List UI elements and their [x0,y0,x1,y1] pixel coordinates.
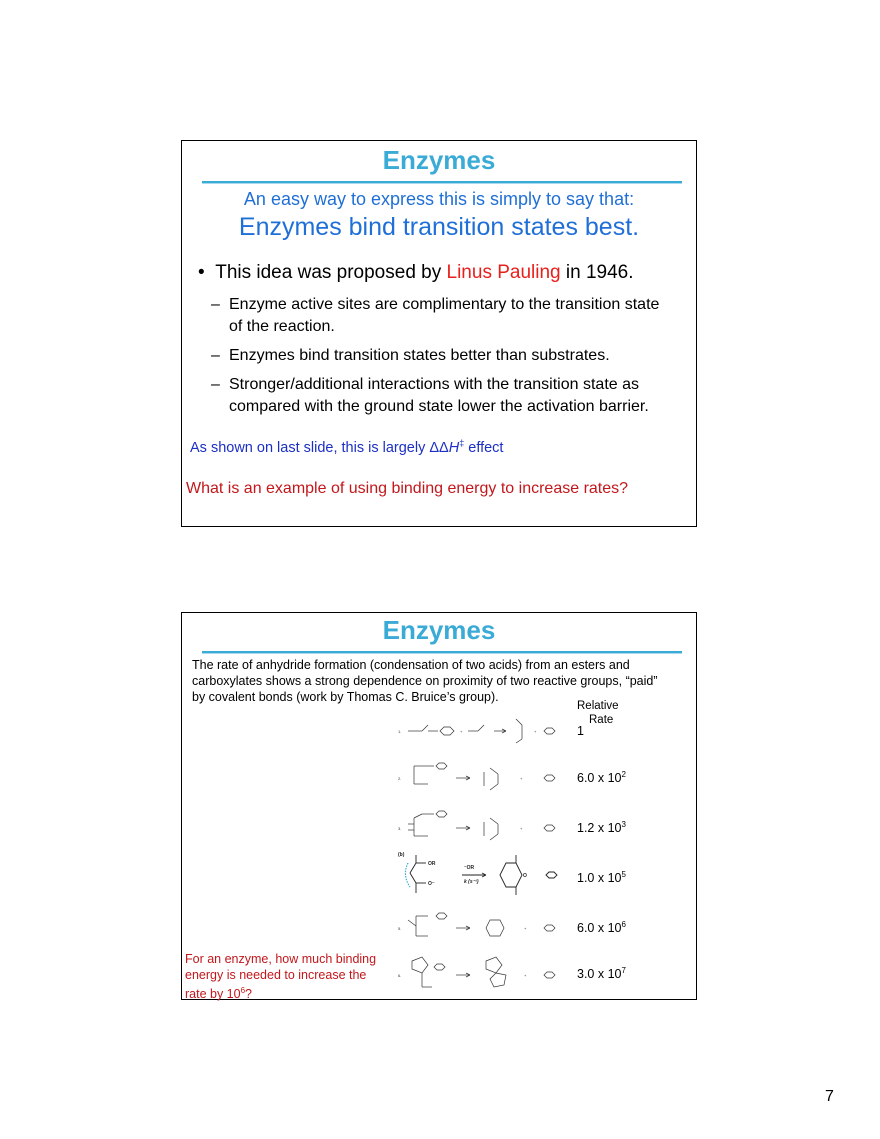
svg-text:+: + [524,926,527,931]
subtitle-line-1: An easy way to express this is simply to say that: [243,189,635,209]
dash: – [211,296,220,313]
rate-value: 1.2 x 10 [577,821,622,836]
reaction-4-structure [394,849,562,903]
question-end: ? [245,987,252,1002]
relative-label: Relative [577,700,619,712]
sub-bullet-3 [211,374,669,418]
svg-text:OR: OR [428,861,436,867]
svg-text:O: O [523,873,527,879]
rate-4 [577,870,626,885]
rate-exp: 7 [621,966,626,975]
rate-value: 6.0 x 10 [577,921,622,936]
sub-bullet-2 [211,345,669,367]
rate-exp: 2 [621,770,626,779]
svg-text:+: + [460,729,463,734]
reaction-3-structure [394,806,562,850]
rate-value: 1 [577,724,584,739]
sub-bullet-text: Stronger/additional interactions with the transition state as compared with the ground state lower the activation barrier. [229,376,649,415]
sub-bullet-text: Enzyme active sites are complimentary to the transition state of the reaction. [229,296,660,335]
dash: – [211,376,220,393]
rate-value: 3.0 x 10 [577,967,622,982]
label-k: k (s⁻¹) [464,879,479,885]
svg-text:+: + [520,826,523,831]
reaction-5-structure [394,906,562,950]
dash: – [211,347,220,364]
rate-2 [577,770,626,785]
rate-value: 1.0 x 10 [577,871,622,886]
sub-bullet-1 [211,294,669,338]
label-b: (b) [398,852,405,858]
slide-1-title: Enzymes [382,145,496,175]
title-rule [202,181,682,183]
svg-text:5.: 5. [398,926,402,931]
rate-exp: 5 [621,870,626,879]
note-sup: ‡ [459,438,465,448]
rate-1 [577,723,584,738]
label-or: ⁻OR [464,865,475,871]
slide-2-title: Enzymes [382,615,496,645]
sub-bullet-text: Enzymes bind transition states better than substrates. [229,347,610,364]
page-number: 7 [825,1088,834,1105]
reaction-6-structure [394,953,562,997]
rate-3 [577,820,626,835]
rate-label: Rate [589,714,614,726]
svg-text:2.: 2. [398,776,402,781]
note-italic: H [448,439,460,456]
binding-energy-question: What is an example of using binding energy to increase rates? [186,480,629,497]
question-exp: 6 [240,986,246,995]
note-prefix: As shown on last slide, this is largely ΔΔ [190,439,449,456]
enthalpy-note [190,438,503,456]
svg-text:6.: 6. [398,973,402,978]
reaction-2-structure [394,756,562,800]
bullet-name: Linus Pauling [446,262,561,283]
rate-5 [577,920,626,935]
svg-text:+: + [520,776,523,781]
bullet-main [198,262,634,284]
title-rule [202,651,682,653]
rate-exp: 3 [621,820,626,829]
slide-2 [181,612,697,1000]
svg-text:O⁻: O⁻ [428,881,435,887]
note-suffix: effect [464,439,504,456]
svg-text:1.: 1. [398,729,402,734]
enzyme-binding-question [185,951,380,1002]
rate-exp: 6 [621,920,626,929]
bullet-suffix: in 1946. [560,262,634,283]
rate-6 [577,966,626,981]
rate-value: 6.0 x 10 [577,771,622,786]
bullet-prefix: This idea was proposed by [215,262,447,283]
svg-text:3.: 3. [398,826,402,831]
svg-text:+: + [524,973,527,978]
reaction-1-structure [394,709,562,753]
bullet-dot: • [198,262,216,283]
question-text: For an enzyme, how much binding energy is needed to increase the rate by 10 [185,952,377,1002]
svg-text:+: + [534,729,537,734]
intro-text: The rate of anhydride formation (condensation of two acids) from an esters and carboxylates shows a strong dependence on proximity of two reactive groups, “paid” by covalent bonds (work by Thomas C. Bruice’s group). [192,658,658,704]
subtitle-line-2: Enzymes bind transition states best. [238,213,640,241]
slide-1 [181,140,697,527]
